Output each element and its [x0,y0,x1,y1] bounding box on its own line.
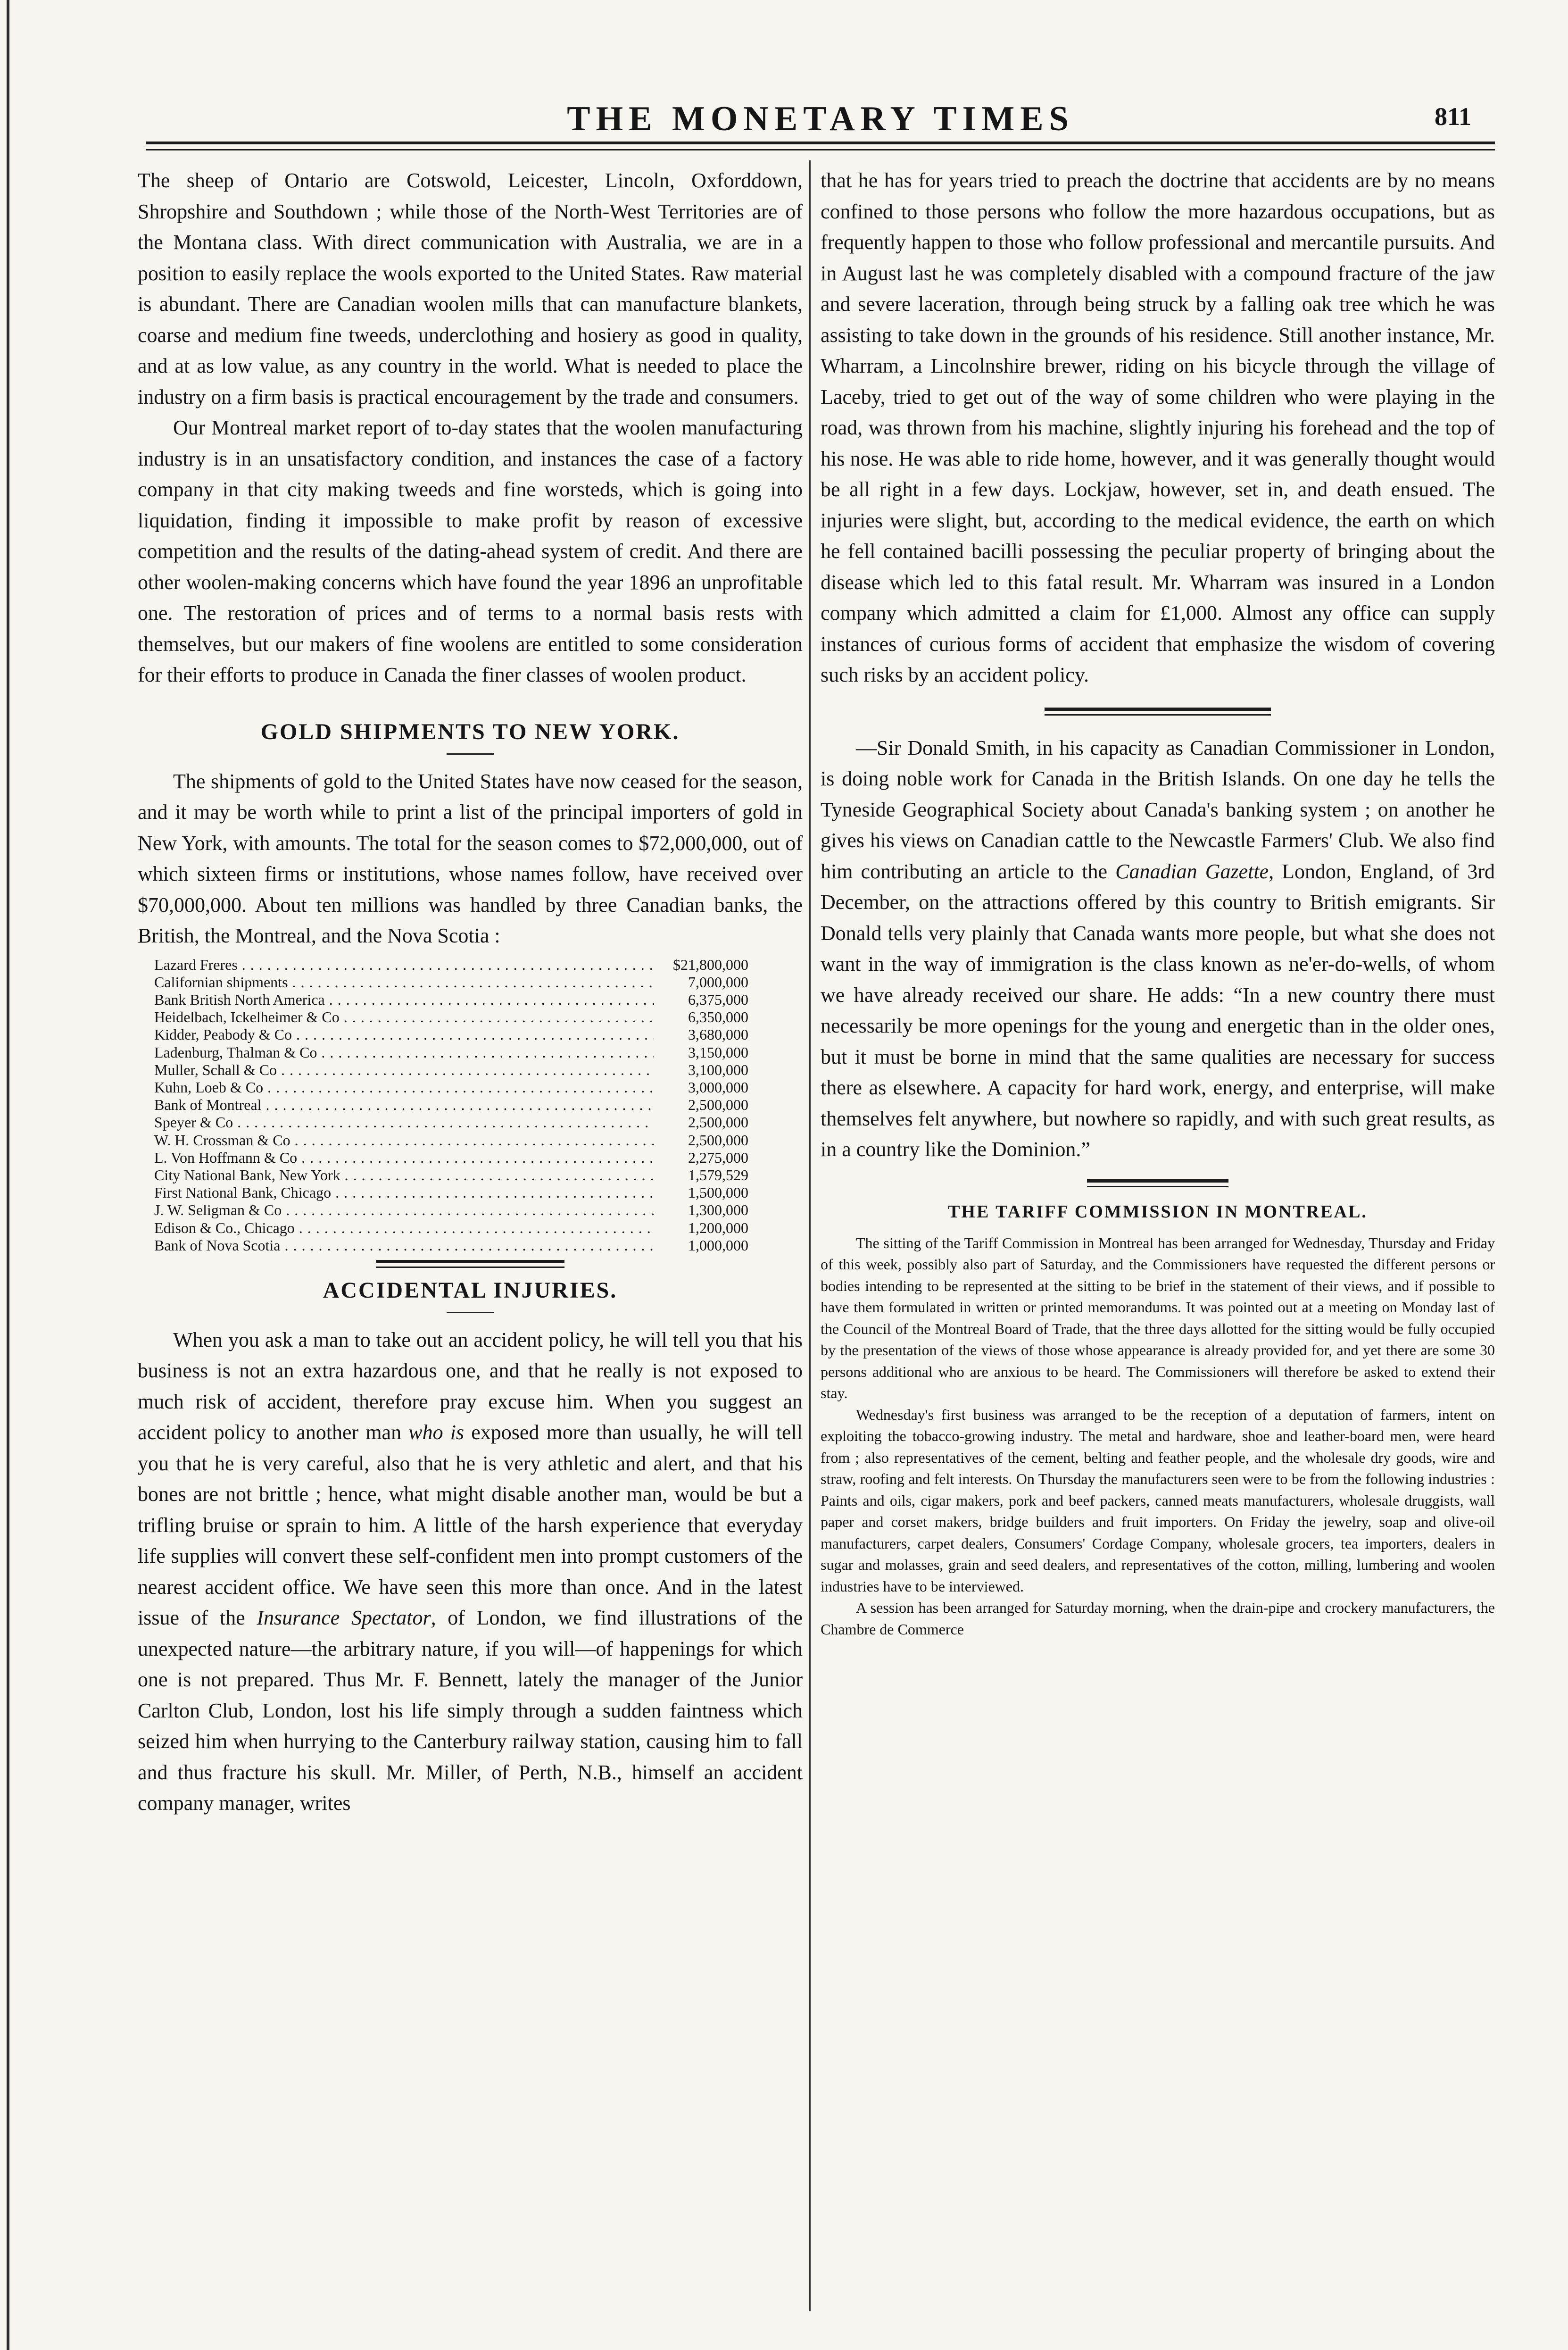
importer-amount: 3,000,000 [688,1078,748,1096]
table-row [154,1026,748,1043]
tariff-paragraph-3: A session has been arranged for Saturday morning, when the drain-pipe and crockery manufacturers, the Chambre de Commerce [821,1599,1495,1638]
section-divider [1087,1179,1228,1187]
table-row [154,1237,748,1254]
donald-smith-paragraph [821,733,1495,1165]
left-column [138,165,803,1819]
gold-shipments-paragraph: The shipments of gold to the United States have now ceased for the season, and it may be worth while to print a list of the principal importers of gold in New York, with amounts. The total for the season comes to $72,000,000, out of which sixteen firms or institutions, whose names follow, have received over $70,000,000. About ten millions was handled by three Canadian banks, the British, the Montreal, and the Nova Scotia : [138,769,803,947]
importer-name: Bank of Montreal . . . [154,1096,654,1114]
table-row [154,991,748,1008]
table-row [154,1008,748,1026]
publication-title: THE MONETARY TIMES [567,100,1074,138]
header-rule-thin [146,149,1495,150]
importer-amount: 6,350,000 [688,1008,748,1026]
text-run: , London, England, of 3rd December, on the attractions offered by this country to British emigrants. Sir Donald tells very plainly that Canada wants more people, but what she does not want in the way of immigration is the class known as ne'er-do-wells, of whom we have already received our share. He adds: “In a new country there must necessarily be more openings for the young and energetic than in the older ones, but it must be borne in mind that the same qualities are necessary for success there as elsewhere. A capacity for hard work, energy, and enterprise, will make themselves felt anywhere, but nowhere so rapidly, and with such great results, as in a country like the Dominion.” [821,859,1495,1161]
header-rule [146,142,1495,144]
page-edge-rule [7,0,9,2350]
accidental-injuries-paragraph [138,1325,803,1819]
importer-name: Bank of Nova Scotia . . . [154,1237,654,1254]
wool-paragraph-1: The sheep of Ontario are Cotswold, Leicester, Lincoln, Oxforddown, Shropshire and Southdown ; while those of the North-West Territories are of the Montana class. With direct communication with Australia, we are in a position to easily replace the wools exported to the United States. Raw material is abundant. There are Canadian woolen mills that can manufacture blankets, coarse and medium fine tweeds, underclothing and hosiery as good in quality, and at as low value, as any country in the world. What is needed to place the industry on a firm basis is practical encouragement by the trade and consumers. [138,169,803,408]
text-run: When you ask a man to take out an accident policy, he will tell you that his business is not an extra hazardous one, and that he really is not exposed to much risk of accident, therefore pray excuse him. When you suggest an accident policy to another man [138,1328,803,1444]
importer-name: Californian shipments . . . [154,974,654,991]
importer-amount: 2,500,000 [688,1131,748,1149]
importer-amount: 1,500,000 [688,1184,748,1201]
wool-paragraph-2: Our Montreal market report of to-day states that the woolen manufacturing industry is in an unsatisfactory condition, and instances the case of a factory company in that city making tweeds and fine worsteds, which is going into liquidation, finding it impossible to make profit by reason of excessive competition and the results of the dating-ahead system of credit. And there are other woolen-making concerns which have found the year 1896 an unprofitable one. The restoration of prices and of terms to a normal basis rests with themselves, but our makers of fine woolens are entitled to some consideration for their efforts to produce in Canada the finer classes of woolen product. [138,416,803,686]
section-divider [1045,708,1271,716]
importer-amount: 1,579,529 [688,1166,748,1183]
text-run: —Sir Donald Smith, in his capacity as Canadian Commissioner in London, is doing noble work for Canada in the British Islands. On one day he tells the Tyneside Geographical Society about Canada's banking system ; on another he gives his views on Canadian cattle to the Newcastle Farmers' Club. We also find him contributing an article to the [821,736,1495,883]
table-row [154,1044,748,1061]
importer-name: First National Bank, Chicago . . . [154,1184,654,1201]
text-run: exposed more than usually, he will tell you that he is very careful, also that he is very athletic and alert, and that his bones are not brittle ; hence, what might disable another man, would be but a trifling bruise or sprain to him. A little of the harsh experience that everyday life supplies will convert these self-confident men into prompt customers of the nearest accident office. We have seen this more than once. And in the latest issue of the [138,1421,803,1630]
importer-amount: 1,300,000 [688,1201,748,1219]
importer-amount: 7,000,000 [688,973,748,991]
gold-shipments-heading: GOLD SHIPMENTS TO NEW YORK. [260,719,680,744]
tariff-paragraph-1: The sitting of the Tariff Commission in Montreal has been arranged for Wednesday, Thursday and Friday of this week, possibly also part of Saturday, and the Commissioners have requested the different persons or bodies intending to be represented at the sitting to be brief in the statement of their views, and if possible to have them formulated in written or printed memorandums. It was pointed out at a meeting on Monday last of the Council of the Montreal Board of Trade, that the three days allotted for the sitting would be fully occupied by the presentation of the views of those whose appearance is already provided for, and yet there are some 30 persons additional who are anxious to be heard. The Commissioners will therefore be asked to extend their stay. [821,1234,1495,1401]
importer-amount: 2,275,000 [688,1149,748,1166]
table-row [154,1149,748,1167]
publication-name: Insurance Spectator [257,1606,431,1630]
importer-name: Edison & Co., Chicago . . . [154,1219,654,1237]
importer-amount: 3,100,000 [688,1061,748,1078]
importer-amount: 6,375,000 [688,991,748,1008]
importer-amount: 1,200,000 [688,1219,748,1236]
table-row [154,1201,748,1219]
accidental-injuries-continued: that he has for years tried to preach the doctrine that accidents are by no means confined to those persons who follow the more hazardous occupations, but as frequently happen to those who follow professional and mercantile pursuits. And in August last he was completely disabled with a compound fracture of the jaw and severe laceration, through being struck by a falling oak tree which he was assisting to take down in the grounds of his residence. Still another instance, Mr. Wharram, a Lincolnshire brewer, riding on his bicycle through the village of Laceby, tried to get out of the way of some children who were playing in the road, was thrown from his machine, slightly injuring his forehead and the top of his nose. He was able to ride home, however, and it was generally thought would be all right in a few days. Lockjaw, however, set in, and death ensued. The injuries were slight, but, according to the medical evidence, the earth on which he fell contained bacilli possessing the peculiar property of bringing about the disease which led to this fatal result. Mr. Wharram was insured in a London company which admitted a claim for £1,000. Almost any office can supply instances of curious forms of accident that emphasize the wisdom of covering such risks by an accident policy. [821,169,1495,686]
page-number: 811 [1434,102,1471,131]
publication-name: Canadian Gazette [1115,859,1269,883]
importer-name: Heidelbach, Ickelheimer & Co . . . [154,1008,654,1026]
importer-name: Kuhn, Loeb & Co . . . [154,1079,654,1096]
importer-amount: 3,680,000 [688,1026,748,1043]
gold-importers-table [154,956,748,1254]
table-row [154,1061,748,1079]
importer-name: Bank British North America . . . [154,991,654,1008]
importer-name: City National Bank, New York . . . [154,1167,654,1184]
table-row [154,1132,748,1149]
table-row [154,956,748,974]
importer-name: L. Von Hoffmann & Co . . . [154,1149,654,1167]
table-row [154,1184,748,1201]
importer-name: J. W. Seligman & Co . . . [154,1201,654,1219]
importer-name: Lazard Freres . . . [154,956,654,974]
importer-amount: 3,150,000 [688,1043,748,1061]
right-column [821,165,1495,1640]
accidental-injuries-heading: ACCIDENTAL INJURIES. [323,1277,618,1303]
importer-name: Muller, Schall & Co . . . [154,1061,654,1079]
importer-amount: $21,800,000 [673,956,748,973]
table-row [154,974,748,991]
importer-amount: 2,500,000 [688,1114,748,1131]
importer-name: Speyer & Co . . . [154,1114,654,1131]
tariff-paragraph-2: Wednesday's first business was arranged to be the reception of a deputation of farmers, intent on exploiting the tobacco-growing industry. The metal and hardware, shoe and leather-board men, were heard from ; also representatives of the cement, belting and feather people, and the wholesale dry goods, wire and straw, roofing and felt interests. On Thursday the manufacturers seen were to be from the following industries : Paints and oils, cigar makers, pork and beef packers, canned meats manufacturers, wholesale druggists, wall paper and corset makers, bridge builders and fruit importers. On Friday the jewelry, soap and olive-oil manufacturers, carpet dealers, Consumers' Cordage Company, wholesale grocers, tea importers, dealers in sugar and molasses, grain and seed dealers, and representatives of the cotton, milling, lumbering and woolen industries have to be interviewed. [821,1406,1495,1595]
importer-name: W. H. Crossman & Co . . . [154,1132,654,1149]
heading-rule [447,753,494,755]
table-row [154,1219,748,1237]
table-row [154,1167,748,1184]
table-row [154,1114,748,1131]
section-divider [376,1260,564,1268]
table-row [154,1096,748,1114]
importer-amount: 1,000,000 [688,1236,748,1254]
column-divider [809,160,811,2311]
importer-amount: 2,500,000 [688,1096,748,1114]
italic-text: who is [408,1421,465,1444]
tariff-commission-heading: THE TARIFF COMMISSION IN MONTREAL. [948,1201,1368,1222]
importer-name: Ladenburg, Thalman & Co . . . [154,1044,654,1061]
importer-name: Kidder, Peabody & Co . . . [154,1026,654,1043]
text-run: , of London, we find illustrations of the unexpected nature—the arbitrary nature, if you will—of happenings for which one is not prepared. Thus Mr. F. Bennett, lately the manager of the Junior Carlton Club, London, lost his life simply through a sudden faintness which seized him when hurrying to the Canterbury railway station, causing him to fall and thus fracture his skull. Mr. Miller, of Perth, N.B., himself an accident company manager, writes [138,1606,803,1815]
heading-rule [447,1312,494,1313]
table-row [154,1079,748,1096]
